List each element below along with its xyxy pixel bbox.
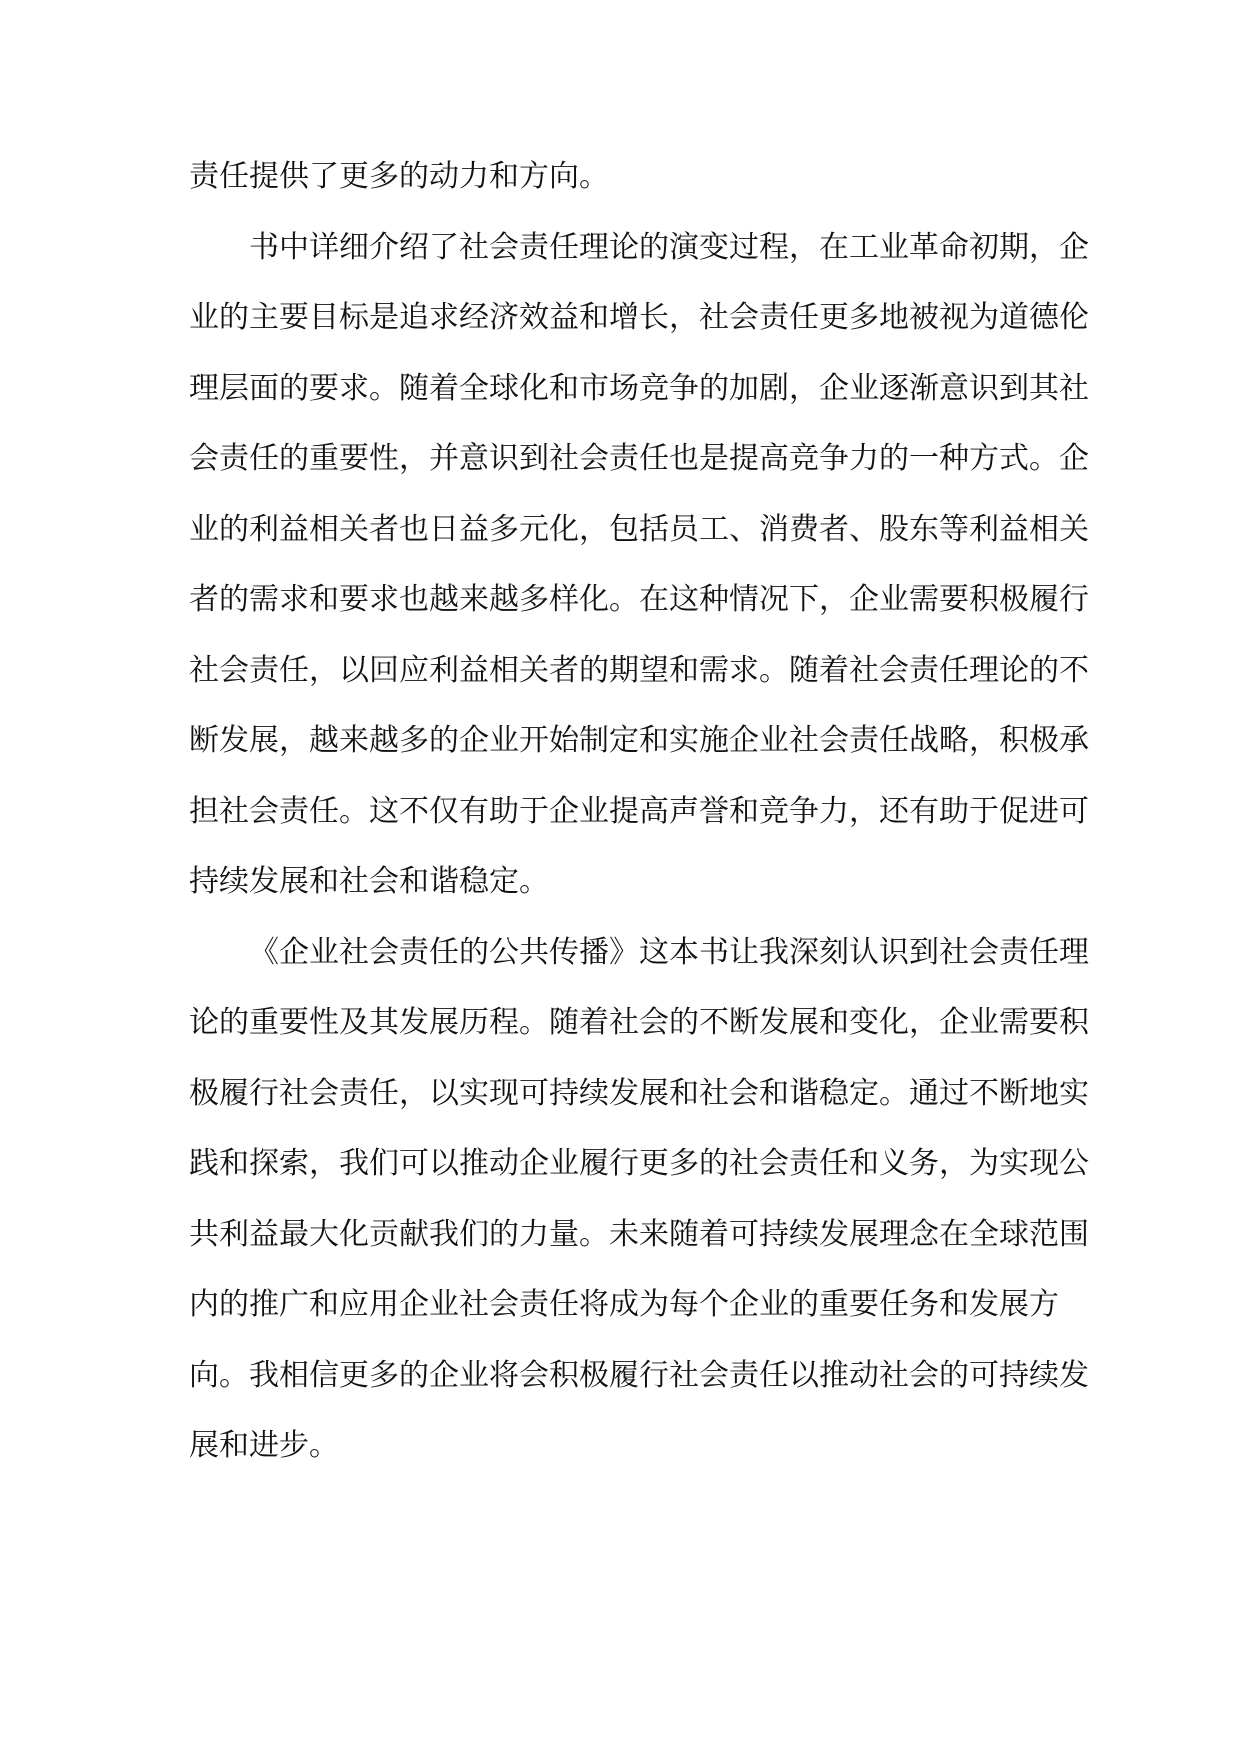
paragraph-2 xyxy=(189,213,1089,918)
text-line: 者的需求和要求也越来越多样化。在这种情况下，企业需要积极履行 xyxy=(189,582,1089,617)
text-line: 担社会责任。这不仅有助于企业提高声誉和竞争力，还有助于促进可 xyxy=(189,793,1089,829)
text-line: 极履行社会责任，以实现可持续发展和社会和谐稳定。通过不断地实 xyxy=(189,1075,1089,1111)
text-line: 《企业社会责任的公共传播》这本书让我深刻认识到社会责任理 xyxy=(249,934,1089,970)
document-body xyxy=(189,142,1089,1482)
text-line: 理层面的要求。随着全球化和市场竞争的加剧，企业逐渐意识到其社 xyxy=(189,370,1089,406)
text-line: 向。我相信更多的企业将会积极履行社会责任以推动社会的可持续发 xyxy=(189,1357,1089,1393)
text-line: 会责任的重要性，并意识到社会责任也是提高竞争力的一种方式。企 xyxy=(189,441,1089,476)
paragraph-1 xyxy=(189,142,1051,213)
text-line: 内的推广和应用企业社会责任将成为每个企业的重要任务和发展方 xyxy=(189,1287,1059,1322)
text-line: 共利益最大化贡献我们的力量。未来随着可持续发展理念在全球范围 xyxy=(189,1216,1089,1252)
text-line: 业的利益相关者也日益多元化，包括员工、消费者、股东等利益相关 xyxy=(189,511,1089,547)
text-line: 业的主要目标是追求经济效益和增长，社会责任更多地被视为道德伦 xyxy=(189,300,1089,335)
paragraph-3 xyxy=(189,918,1089,1482)
text-line: 论的重要性及其发展历程。随着社会的不断发展和变化，企业需要积 xyxy=(189,1005,1089,1040)
text-line: 展和进步。 xyxy=(189,1428,339,1463)
text-line: 践和探索，我们可以推动企业履行更多的社会责任和义务，为实现公 xyxy=(189,1146,1089,1181)
text-line: 断发展，越来越多的企业开始制定和实施企业社会责任战略，积极承 xyxy=(189,723,1089,758)
text-line: 持续发展和社会和谐稳定。 xyxy=(189,864,549,899)
text-line: 社会责任，以回应利益相关者的期望和需求。随着社会责任理论的不 xyxy=(189,652,1089,688)
text-line: 责任提供了更多的动力和方向。 xyxy=(189,159,609,194)
text-line: 书中详细介绍了社会责任理论的演变过程，在工业革命初期，企 xyxy=(249,229,1089,265)
